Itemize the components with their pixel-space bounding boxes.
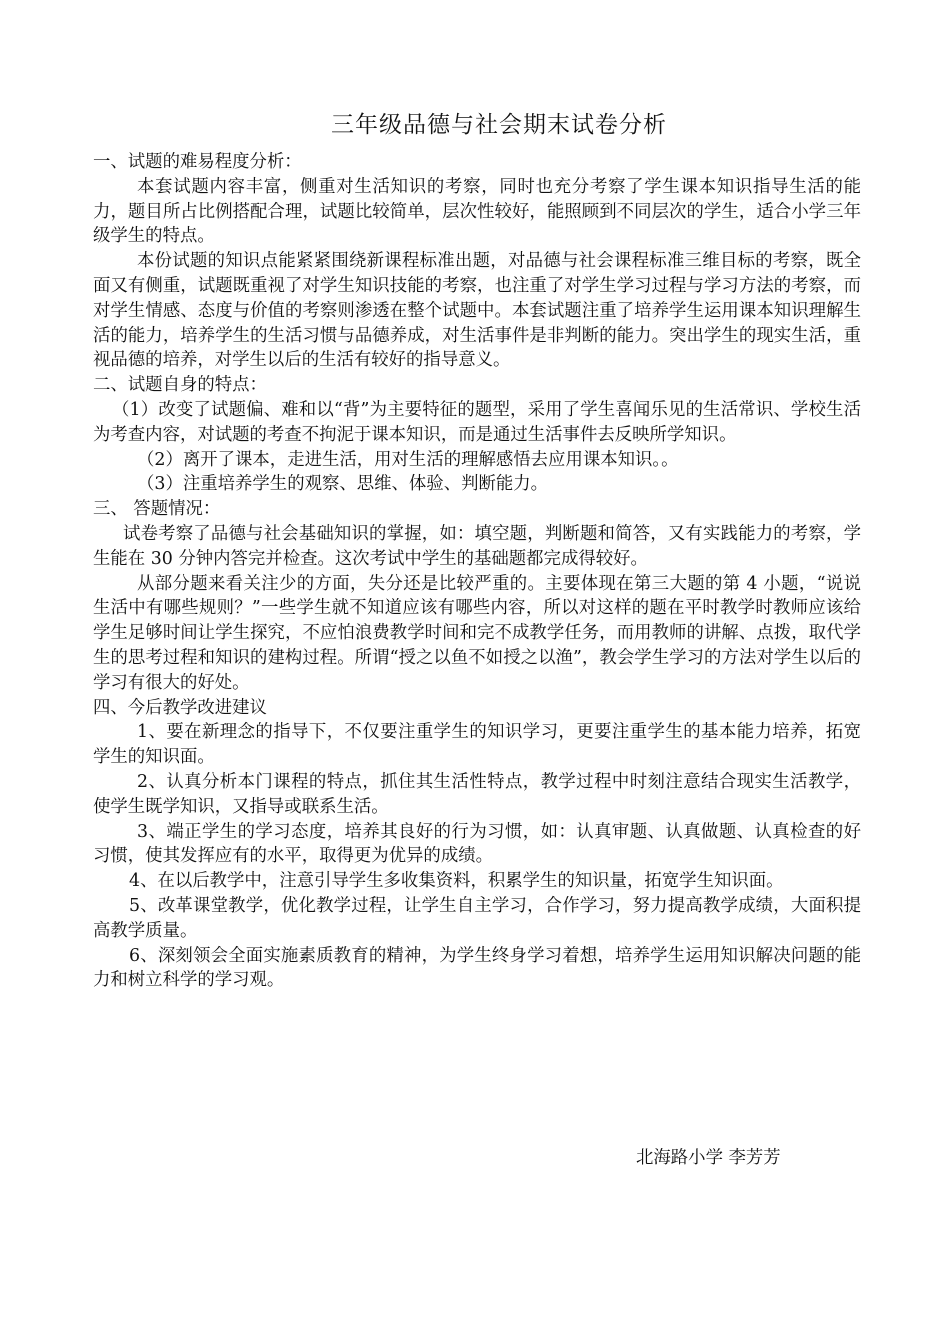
section-3-paragraph-1: 试卷考察了品德与社会基础知识的掌握，如：填空题，判断题和简答，又有实践能力的考察，学生能在 30 分钟内答完并检查。这次考试中学生的基础题都完成得较好。 [93,523,861,569]
section-2-item-3: （3）注重培养学生的观察、思维、体验、判断能力。 [137,474,549,495]
section-4-heading: 四、今后教学改进建议 [93,697,267,718]
section-2-item-2: （2）离开了课本，走进生活，用对生活的理解感悟去应用课本知识。。 [137,449,679,470]
suggestion-2: 2、认真分析本门课程的特点，抓住其生活性特点，教学过程中时刻注意结合现实生活教学，使学生既学知识，又指导或联系生活。 [93,771,861,817]
section-2-heading: 二、试题自身的特点： [93,375,267,396]
section-2-item-1: （1）改变了试题偏、难和以“背”为主要特征的题型，采用了学生喜闻乐见的生活常识、学校生活为考查内容，对试题的考查不拘泥于课本知识，而是通过生活事件去反映所学知识。 [93,399,861,445]
section-1-heading: 一、试题的难易程度分析： [93,152,302,172]
suggestion-6: 6、深刻领会全面实施素质教育的精神，为学生终身学习着想，培养学生运用知识解决问题的能力和树立科学的学习观。 [93,945,861,991]
section-3-heading: 三、 答题情况： [93,499,221,520]
suggestion-3: 3、端正学生的学习态度，培养其良好的行为习惯，如：认真审题、认真做题、认真检查的好习惯，使其发挥应有的水平，取得更为优异的成绩。 [93,821,861,867]
document-body [93,150,861,993]
suggestion-5: 5、改革课堂教学，优化教学过程，让学生自主学习，合作学习，努力提高教学成绩，大面积提高教学质量。 [93,895,861,941]
document-title: 三年级品德与社会期末试卷分析 [331,112,667,138]
section-1-paragraph-1: 本套试题内容丰富，侧重对生活知识的考察，同时也充分考察了学生课本知识指导生活的能力，题目所占比例搭配合理，试题比较简单，层次性较好，能照顾到不同层次的学生，适合小学三年级学生的特点。 [93,176,861,247]
section-3-paragraph-2: 从部分题来看关注少的方面，失分还是比较严重的。主要体现在第三大题的第 4 小题，“说说生活中有哪些规则？”一些学生就不知道应该有哪些内容，所以对这样的题在平时教学时教师应该给学生足够时间让学生探究，不应怕浪费教学时间和完不成教学任务，而用教师的讲解、点拨，取代学生的思考过程和知识的建构过程。所谓“授之以鱼不如授之以渔”，教会学生学习的方法对学生以后的学习有很大的好处。 [93,573,861,693]
section-1-paragraph-2: 本份试题的知识点能紧紧围绕新课程标准出题，对品德与社会课程标准三维目标的考察，既全面又有侧重，试题既重视了对学生知识技能的考察，也注重了对学生学习过程与学习方法的考察，而对学生情感、态度与价值的考察则渗透在整个试题中。本套试题注重了培养学生运用课本知识理解生活的能力，培养学生的生活习惯与品德养成，对生活事件是非判断的能力。突出学生的现实生活，重视品德的培养，对学生以后的生活有较好的指导意义。 [93,251,861,371]
suggestion-1: 1、要在新理念的指导下，不仅要注重学生的知识学习，更要注重学生的基本能力培养，拓宽学生的知识面。 [93,722,861,768]
signature: 北海路小学 李芳芳 [636,1148,781,1168]
suggestion-4: 4、在以后教学中，注意引导学生多收集资料，积累学生的知识量，拓宽学生知识面。 [129,871,784,892]
